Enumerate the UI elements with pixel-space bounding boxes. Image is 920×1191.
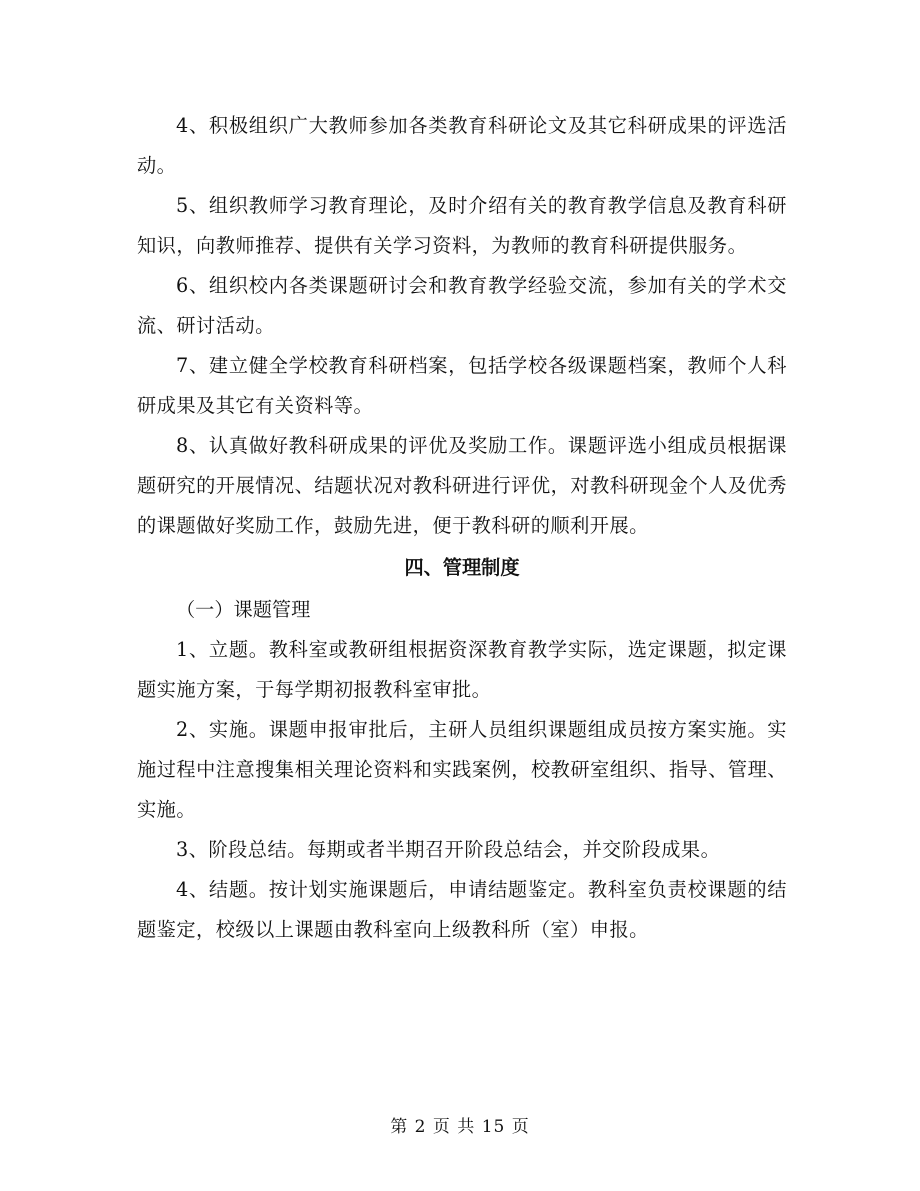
- paragraph-step-2: 2、实施。课题申报审批后，主研人员组织课题组成员按方案实施。实施过程中注意搜集相关理论资料和实践案例，校教研室组织、指导、管理、实施。: [137, 718, 787, 821]
- paragraph-item-4: 4、积极组织广大教师参加各类教育科研论文及其它科研成果的评选活动。: [137, 114, 787, 177]
- page-number-footer: 第 2 页 共 15 页: [390, 1117, 530, 1137]
- paragraph-item-7: 7、建立健全学校教育科研档案，包括学校各级课题档案，教师个人科研成果及其它有关资料等。: [137, 354, 787, 417]
- section-heading: 四、管理制度: [404, 556, 520, 579]
- paragraph-step-4: 4、结题。按计划实施课题后，申请结题鉴定。教科室负责校课题的结题鉴定，校级以上课题由教科室向上级教科所（室）申报。: [137, 878, 787, 941]
- paragraph-step-1: 1、立题。教科室或教研组根据资深教育教学实际，选定课题，拟定课题实施方案，于每学期初报教科室审批。: [137, 638, 787, 701]
- subsection-heading: （一）课题管理: [176, 598, 311, 621]
- paragraph-item-5: 5、组织教师学习教育理论，及时介绍有关的教育教学信息及教育科研知识，向教师推荐、提供有关学习资料，为教师的教育科研提供服务。: [137, 194, 787, 257]
- paragraph-item-6: 6、组织校内各类课题研讨会和教育教学经验交流，参加有关的学术交流、研讨活动。: [137, 274, 787, 337]
- paragraph-step-3: 3、阶段总结。每期或者半期召开阶段总结会，并交阶段成果。: [176, 838, 721, 861]
- paragraph-item-8: 8、认真做好教科研成果的评优及奖励工作。课题评选小组成员根据课题研究的开展情况、结题状况对教科研进行评优，对教科研现金个人及优秀的课题做好奖励工作，鼓励先进，便于教科研的顺利开展。: [137, 434, 787, 537]
- page-body: [137, 106, 787, 950]
